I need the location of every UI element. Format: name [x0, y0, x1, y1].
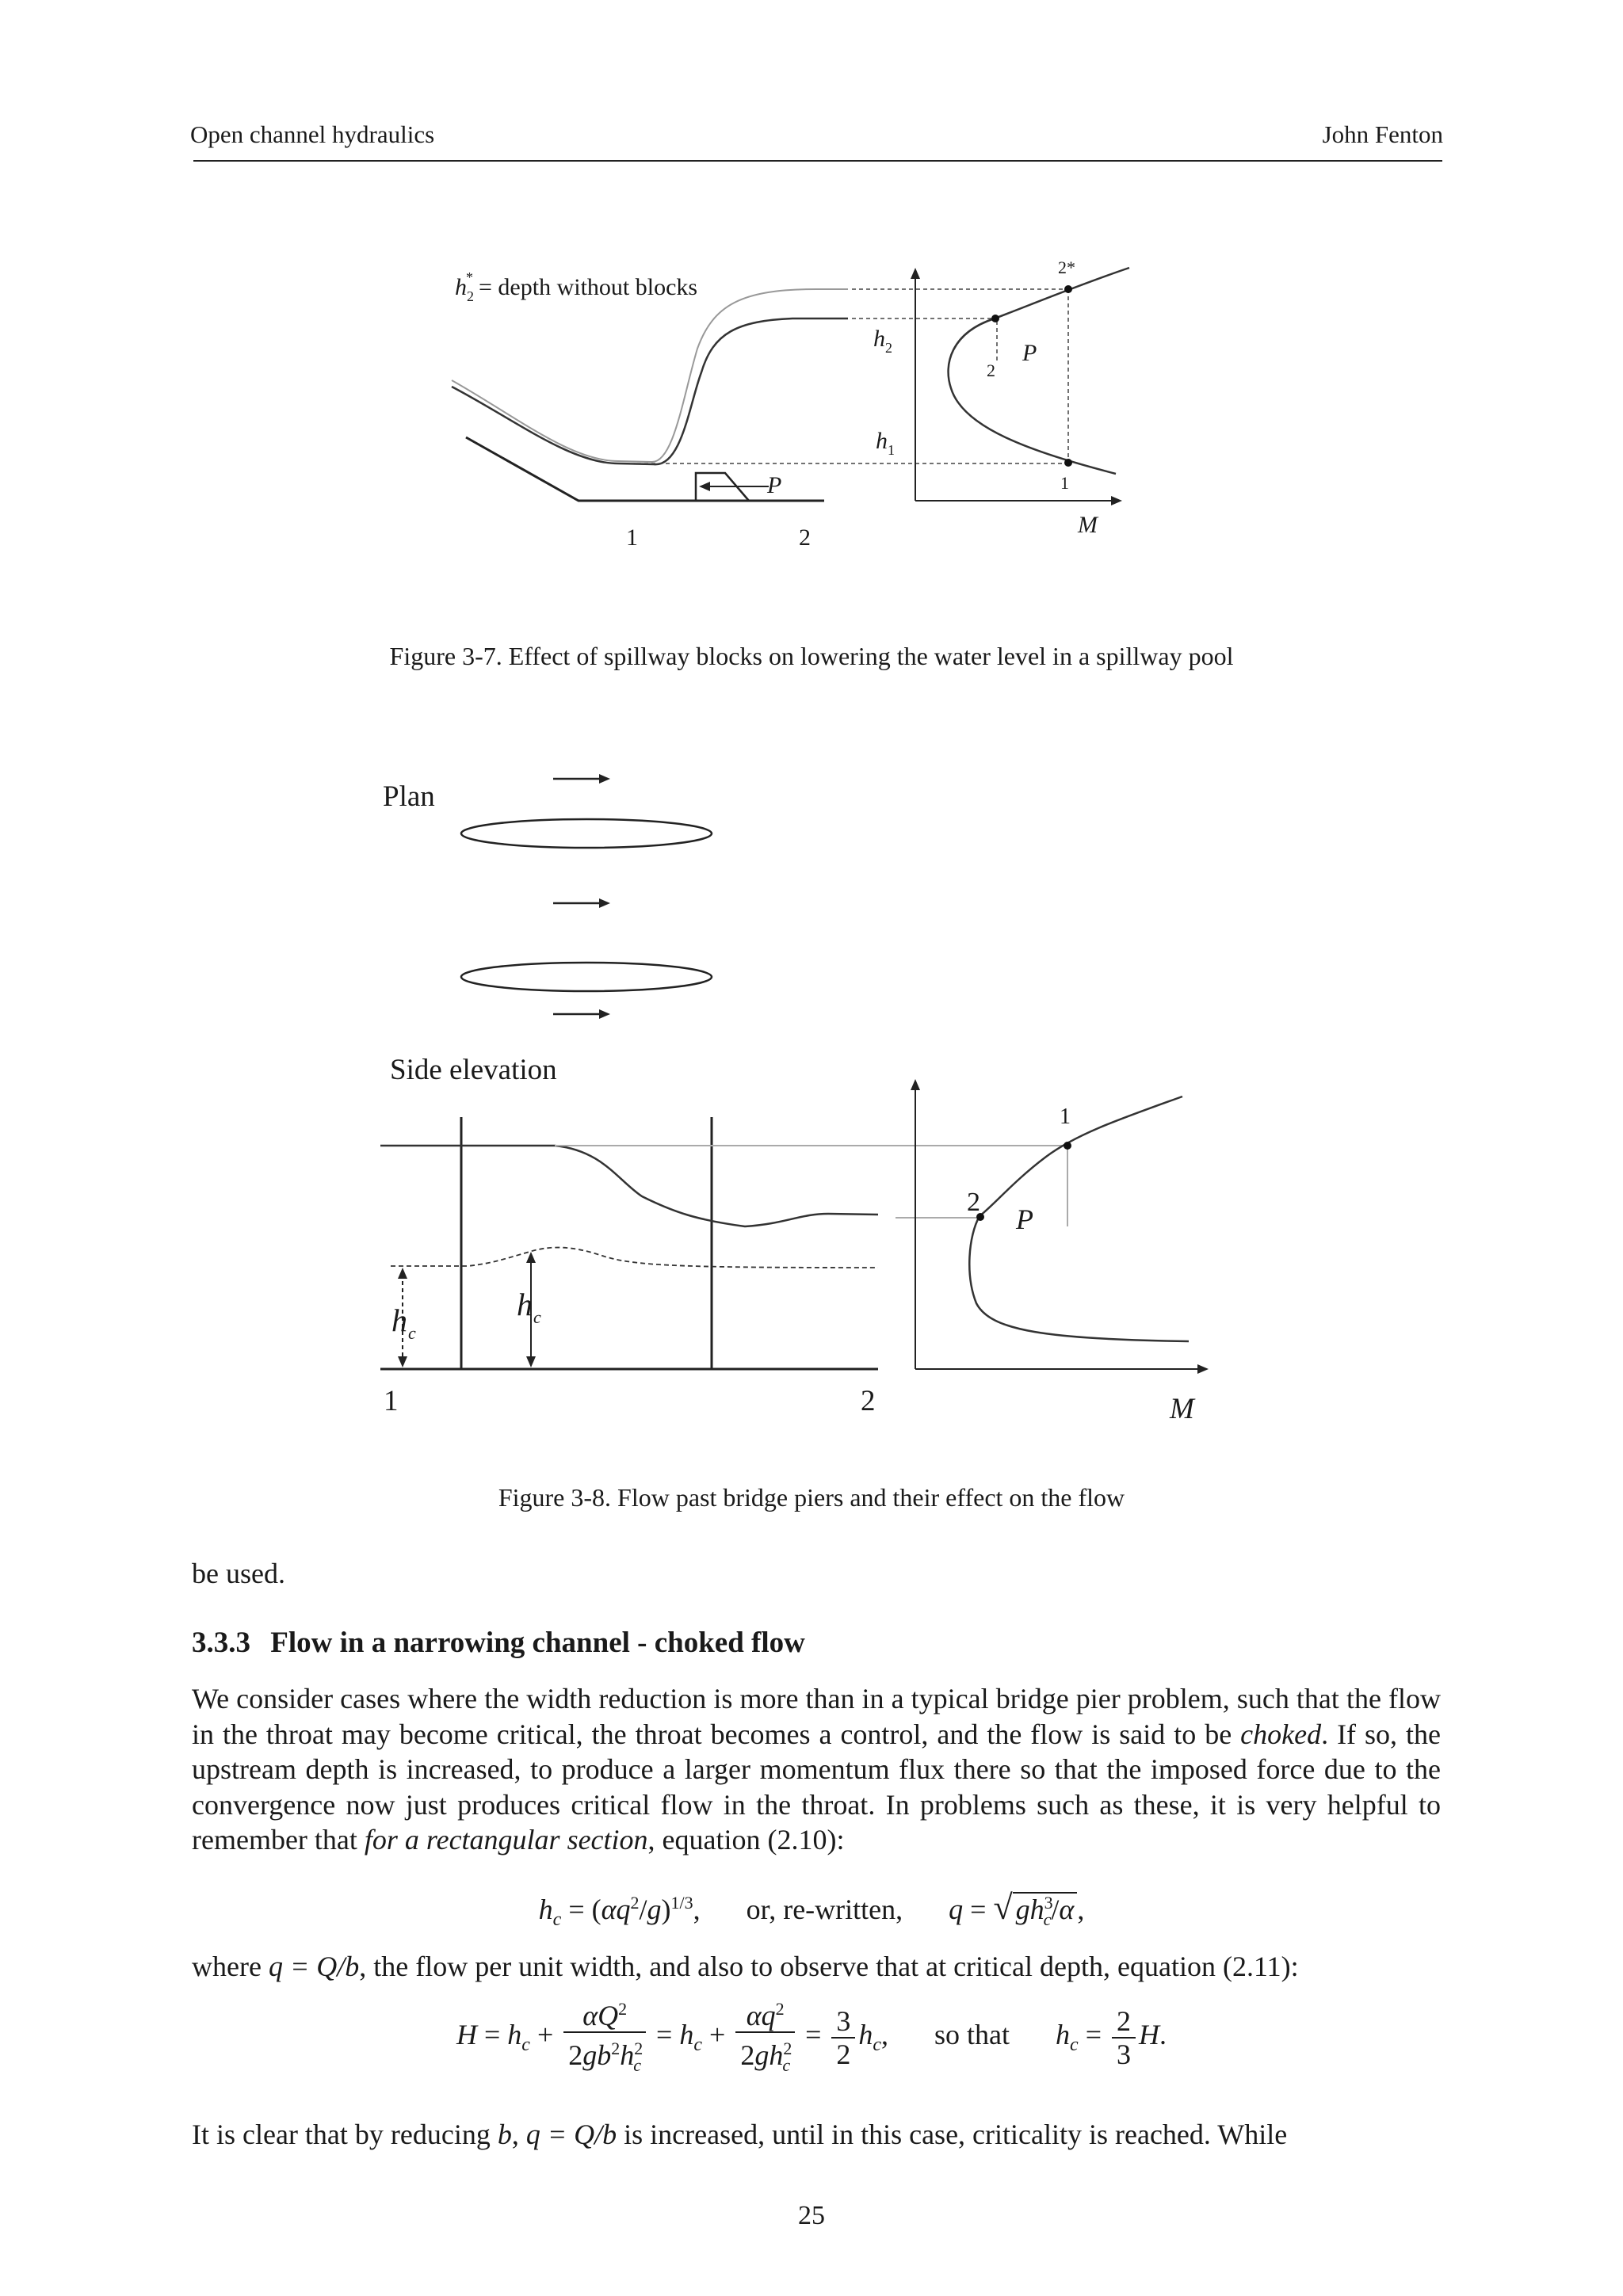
- label-point-2: 2: [967, 1188, 980, 1217]
- water-surface: [380, 1146, 878, 1226]
- paragraph-1: [192, 1681, 1441, 1858]
- axis-horizontal-arrow: [1111, 496, 1122, 505]
- plan-flow-arrows: [553, 774, 610, 1019]
- header-rule: [193, 160, 1442, 162]
- eq2-frac-1: $\frac{\alpha Q^2}{2gb^2h^2_c}$: [563, 1993, 646, 2081]
- label-h1: h: [876, 428, 888, 454]
- paragraph-3: [192, 2117, 1441, 2153]
- label-plan: Plan: [383, 780, 435, 813]
- section-number: 3.3.3: [192, 1627, 250, 1659]
- water-surface-without-blocks: [452, 289, 848, 462]
- section-heading: [192, 1626, 805, 1660]
- p2-text-a: where: [192, 1951, 269, 1982]
- label-axis-M: M: [1170, 1393, 1194, 1425]
- label-hc-mid-sub: c: [533, 1307, 541, 1327]
- equation-2-10: [0, 1887, 1623, 1931]
- figure-3-8: [0, 753, 1623, 1442]
- figure-3-7-caption: Figure 3-7. Effect of spillway blocks on lowering the water level in a spillway pool: [389, 642, 1234, 670]
- p1-text-a: We consider cases where the width reduction is more than in a typical bridge pier problem, such that the flow in the throat may become critical, the throat becomes a control, and the flow is said to be: [192, 1683, 1441, 1750]
- equation-2-11: $H = h_c$ + $\frac{\alpha Q^2}{2gb^2h^2_c}$ = $h_c$ + $\frac{\alpha q^2}{2gh^2_c}$ = $\frac{3}{2}$ $h_c$, so that $h_c$ = $\frac{2}{3}$ H.: [0, 1993, 1623, 2081]
- label-point-2star: 2*: [1058, 257, 1075, 277]
- eq2-frac-4: $\frac{2}{3}$: [1112, 2005, 1136, 2070]
- axis-horizontal-arrow: [1197, 1364, 1209, 1374]
- point-2: [991, 315, 999, 322]
- label-axis-M: M: [1078, 512, 1098, 538]
- axis-vertical-arrow: [911, 268, 920, 279]
- label-section-1: 1: [626, 524, 638, 551]
- label-block-P: P: [767, 472, 782, 498]
- water-surface-with-blocks: [452, 318, 848, 464]
- label-hc-left-sub: c: [408, 1323, 416, 1343]
- section-title: Flow in a narrowing channel - choked flow: [270, 1627, 805, 1659]
- label-P: P: [1016, 1203, 1033, 1235]
- page-number: 25: [798, 2201, 825, 2230]
- eq2-frac-3: $\frac{3}{2}$: [831, 2005, 855, 2070]
- label-point-1: 1: [1060, 1104, 1071, 1129]
- pier-plan-upper: [461, 819, 712, 848]
- force-arrow-head: [699, 482, 710, 491]
- label-curve-P: P: [1022, 340, 1037, 366]
- p1-text-c: , equation (2.10):: [647, 1824, 845, 1855]
- label-hc-left: h: [391, 1302, 407, 1338]
- label-h2-sub: 2: [885, 340, 892, 356]
- label-h2star: h: [455, 274, 467, 300]
- pier-plan-lower: [461, 963, 712, 991]
- critical-depth-line: [391, 1248, 878, 1268]
- p2-text-b: , the flow per unit width, and also to observe that at critical depth, equation (2.11):: [359, 1951, 1299, 1982]
- label-h2star-text: = depth without blocks: [479, 274, 698, 300]
- label-section-2: 2: [861, 1385, 876, 1417]
- point-1: [1064, 1142, 1071, 1150]
- label-hc-mid: h: [517, 1287, 533, 1322]
- label-h2: h: [873, 326, 885, 352]
- label-section-2: 2: [799, 524, 811, 551]
- figure-3-7: [0, 238, 1623, 570]
- p2-math: q = Q/b: [268, 1951, 360, 1982]
- p3-text-b: ,: [511, 2119, 526, 2150]
- p3-text-a: It is clear that by reducing: [192, 2119, 498, 2150]
- p1-text-b: . If so, the upstream depth is increased, to produce a larger momentum flux there so that the imposed force due to the convergence now just produces critical flow in the throat. In problems such as these, it is very helpful to remember that: [192, 1718, 1441, 1855]
- label-side-elevation: Side elevation: [390, 1054, 557, 1086]
- point-2star: [1064, 285, 1072, 293]
- eq1-left: $h_c = (\alpha q^2/g)^{1/3}$,: [538, 1893, 701, 1931]
- eq2-frac-2: $\frac{\alpha q^2}{2gh^2_c}$: [735, 1993, 795, 2081]
- paragraph-2: [192, 1949, 1441, 1985]
- label-point-1: 1: [1060, 473, 1069, 493]
- label-h2star-sub: 2: [467, 288, 474, 304]
- momentum-curve: [949, 268, 1129, 474]
- p1-choked: choked: [1240, 1718, 1322, 1750]
- eq2-sothat: so that: [934, 2018, 1010, 2050]
- running-header-title: Open channel hydraulics: [190, 120, 435, 148]
- label-h1-sub: 1: [888, 442, 895, 458]
- running-header-author: John Fenton: [1322, 120, 1443, 148]
- figure-3-8-caption: Figure 3-8. Flow past bridge piers and their effect on the flow: [498, 1483, 1125, 1512]
- point-1: [1064, 459, 1072, 467]
- axis-vertical-arrow: [911, 1079, 920, 1090]
- eq1-right: q = √ $gh^3_c/\alpha$ ,: [949, 1888, 1085, 1930]
- label-section-1: 1: [384, 1385, 399, 1417]
- p3-math: q = Q/b: [525, 2119, 617, 2150]
- label-h2star-sup: *: [466, 269, 473, 285]
- momentum-curve: [969, 1097, 1189, 1341]
- p1-italic: for a rectangular section: [364, 1824, 648, 1855]
- label-point-2: 2: [987, 360, 995, 380]
- eq1-mid: or, re-written,: [746, 1894, 903, 1925]
- p3-b: b: [497, 2119, 512, 2150]
- p3-text-c: is increased, until in this case, criticality is reached. While: [617, 2119, 1288, 2150]
- paragraph-be-used: be used.: [192, 1558, 285, 1589]
